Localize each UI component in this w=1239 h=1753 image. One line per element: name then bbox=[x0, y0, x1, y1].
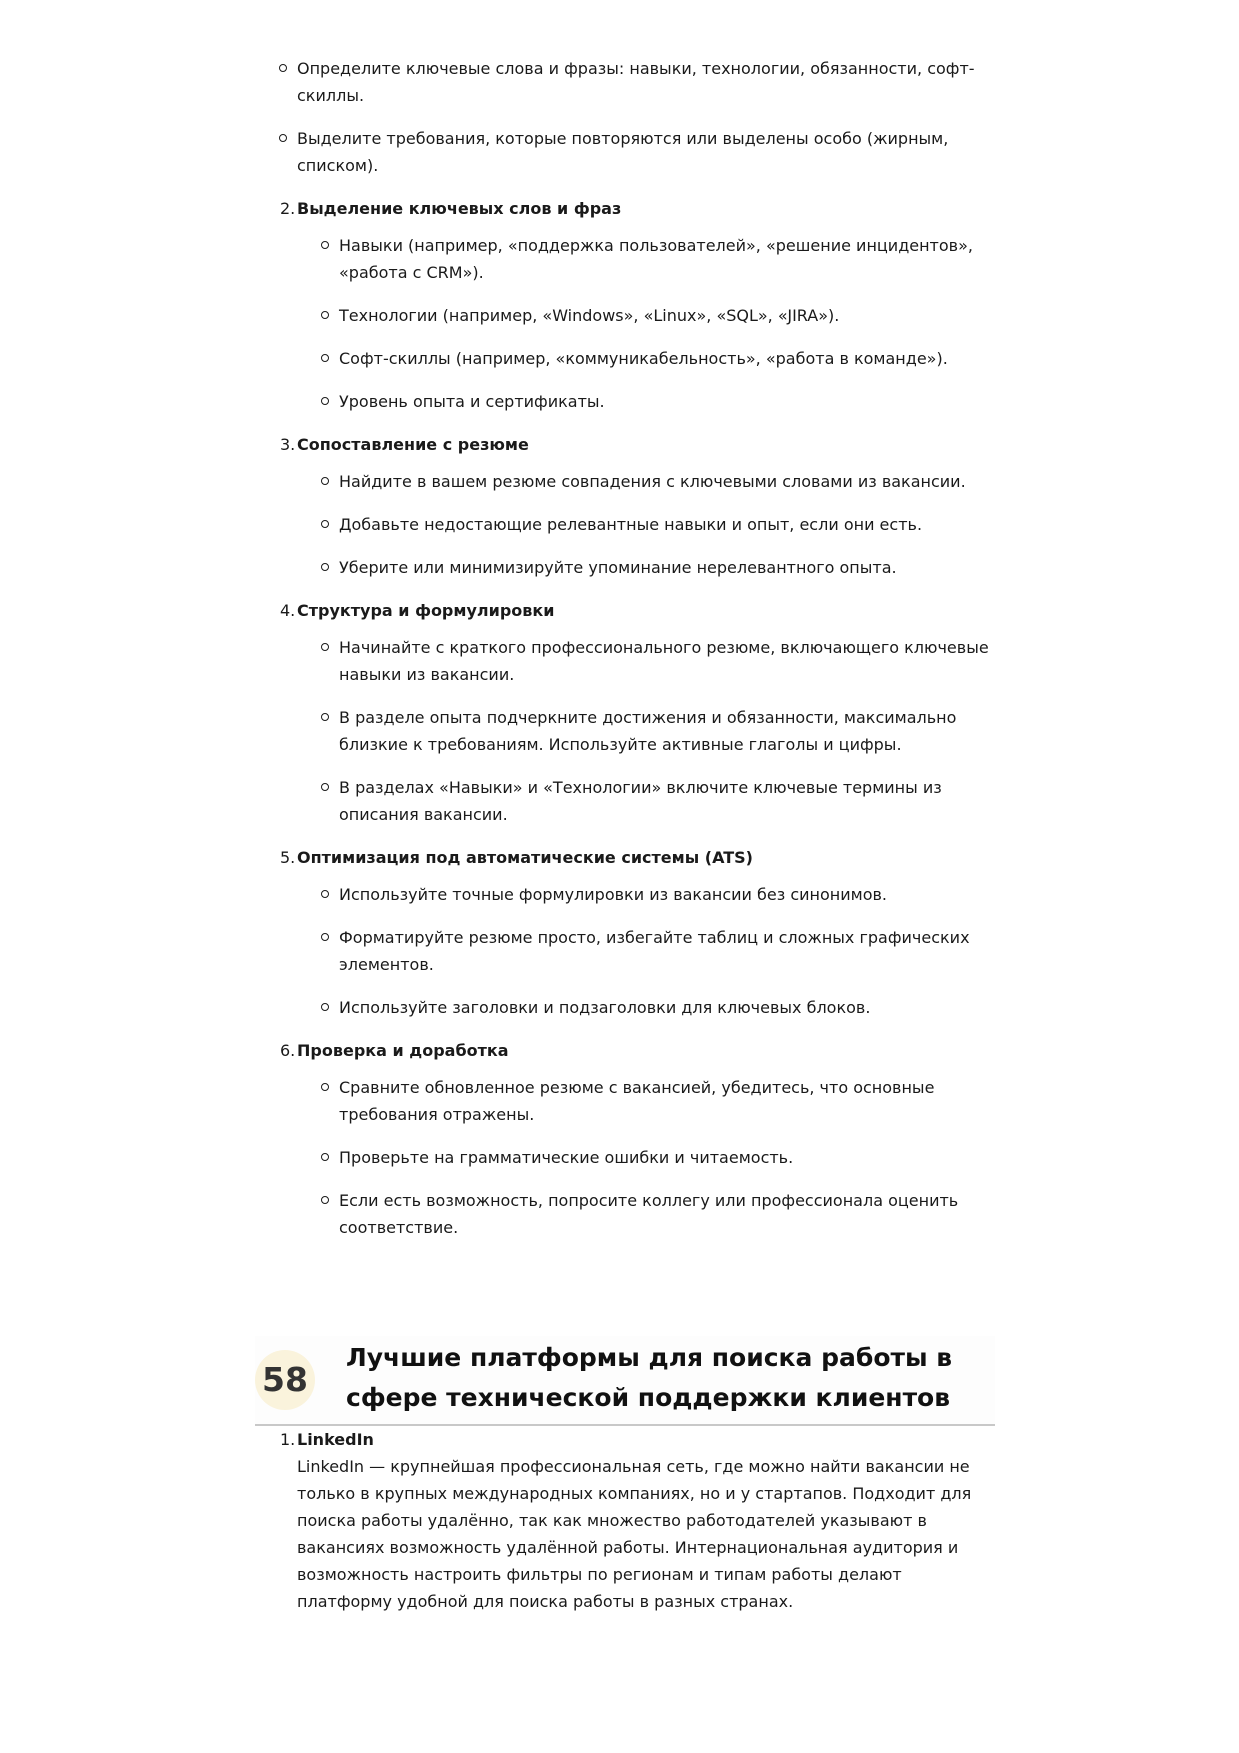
list-item-text: Если есть возможность, попросите коллегу или профессионала оценить соответствие. bbox=[339, 1191, 959, 1237]
circle-bullet-icon bbox=[321, 397, 329, 405]
circle-bullet-icon bbox=[321, 1083, 329, 1091]
platform-description: LinkedIn — крупнейшая профессиональная сеть, где можно найти вакансии не только в крупных международных компаниях, но и у стартапов. Подходит для поиска работы удалённо, так как множество работодателей указывают в вакансиях возможность удалённой работы. Интернациональная аудитория и возможность настроить фильтры по регионам и типам работы делают платформу удобной для поиска работы в разных странах. bbox=[297, 1457, 972, 1611]
intro-subitems bbox=[255, 55, 995, 179]
circle-bullet-icon bbox=[321, 354, 329, 362]
list-item bbox=[297, 1187, 995, 1241]
list-item bbox=[297, 1074, 995, 1128]
circle-bullet-icon bbox=[279, 64, 287, 72]
step-number: 3. bbox=[280, 435, 296, 454]
list-item bbox=[297, 345, 995, 372]
circle-bullet-icon bbox=[321, 890, 329, 898]
step-item bbox=[255, 431, 995, 581]
list-item bbox=[297, 232, 995, 286]
circle-bullet-icon bbox=[321, 311, 329, 319]
platforms-list bbox=[255, 1426, 995, 1615]
list-item bbox=[297, 388, 995, 415]
list-item bbox=[297, 881, 995, 908]
list-item-text: Сравните обновленное резюме с вакансией, убедитесь, что основные требования отражены. bbox=[339, 1078, 935, 1124]
circle-bullet-icon bbox=[321, 1196, 329, 1204]
circle-bullet-icon bbox=[321, 1003, 329, 1011]
list-item-text: Начинайте с краткого профессионального резюме, включающего ключевые навыки из вакансии. bbox=[339, 638, 989, 684]
step-title: Оптимизация под автоматические системы (ATS) bbox=[297, 848, 753, 867]
section-title: Лучшие платформы для поиска работы в сфере технической поддержки клиентов bbox=[346, 1343, 953, 1412]
step-subitems bbox=[297, 468, 995, 581]
section-header bbox=[255, 1336, 995, 1426]
section-number-badge: 58 bbox=[255, 1350, 315, 1410]
step-item bbox=[255, 844, 995, 1021]
steps-list bbox=[255, 195, 995, 1241]
list-item bbox=[297, 994, 995, 1021]
platform-item bbox=[255, 1426, 995, 1615]
step-number: 6. bbox=[280, 1041, 296, 1060]
list-item bbox=[297, 774, 995, 828]
step-item bbox=[255, 195, 995, 415]
step-title: Выделение ключевых слов и фраз bbox=[297, 199, 622, 218]
list-item bbox=[297, 634, 995, 688]
step-number: 4. bbox=[280, 601, 296, 620]
step-title: Сопоставление с резюме bbox=[297, 435, 529, 454]
list-item-text: Навыки (например, «поддержка пользователей», «решение инцидентов», «работа с CRM»). bbox=[339, 236, 973, 282]
list-item-text: Выделите требования, которые повторяются или выделены особо (жирным, списком). bbox=[297, 129, 949, 175]
list-item-text: Форматируйте резюме просто, избегайте таблиц и сложных графических элементов. bbox=[339, 928, 970, 974]
step-title: Структура и формулировки bbox=[297, 601, 555, 620]
list-item-text: Проверьте на грамматические ошибки и читаемость. bbox=[339, 1148, 794, 1167]
step-subitems bbox=[297, 1074, 995, 1241]
step-item bbox=[255, 597, 995, 828]
list-item bbox=[297, 554, 995, 581]
list-item bbox=[297, 511, 995, 538]
circle-bullet-icon bbox=[321, 783, 329, 791]
list-item bbox=[297, 1144, 995, 1171]
list-item-text: В разделах «Навыки» и «Технологии» включите ключевые термины из описания вакансии. bbox=[339, 778, 942, 824]
list-item bbox=[297, 302, 995, 329]
step-number: 2. bbox=[280, 199, 296, 218]
circle-bullet-icon bbox=[321, 563, 329, 571]
platform-name: LinkedIn bbox=[297, 1430, 374, 1449]
step-item bbox=[255, 1037, 995, 1241]
circle-bullet-icon bbox=[321, 477, 329, 485]
list-item-text: В разделе опыта подчеркните достижения и обязанности, максимально близкие к требованиям. Используйте активные глаголы и цифры. bbox=[339, 708, 957, 754]
list-item bbox=[297, 704, 995, 758]
list-item-text: Уберите или минимизируйте упоминание нерелевантного опыта. bbox=[339, 558, 897, 577]
document-content bbox=[255, 55, 995, 1625]
list-item-text: Найдите в вашем резюме совпадения с ключевыми словами из вакансии. bbox=[339, 472, 966, 491]
list-item-text: Используйте заголовки и подзаголовки для ключевых блоков. bbox=[339, 998, 871, 1017]
list-item bbox=[255, 125, 995, 179]
circle-bullet-icon bbox=[321, 520, 329, 528]
circle-bullet-icon bbox=[321, 241, 329, 249]
list-item-text: Определите ключевые слова и фразы: навыки, технологии, обязанности, софт-скиллы. bbox=[297, 59, 975, 105]
list-item bbox=[297, 924, 995, 978]
list-item-text: Технологии (например, «Windows», «Linux», «SQL», «JIRA»). bbox=[339, 306, 840, 325]
step-subitems bbox=[297, 232, 995, 415]
section-58 bbox=[255, 1336, 995, 1615]
step-subitems bbox=[297, 634, 995, 828]
step-subitems bbox=[297, 881, 995, 1021]
list-item-text: Софт-скиллы (например, «коммуникабельность», «работа в команде»). bbox=[339, 349, 948, 368]
circle-bullet-icon bbox=[321, 713, 329, 721]
list-item-text: Уровень опыта и сертификаты. bbox=[339, 392, 605, 411]
step-number: 5. bbox=[280, 848, 296, 867]
list-item-text: Добавьте недостающие релевантные навыки и опыт, если они есть. bbox=[339, 515, 923, 534]
platform-number: 1. bbox=[280, 1430, 296, 1449]
circle-bullet-icon bbox=[321, 1153, 329, 1161]
circle-bullet-icon bbox=[321, 643, 329, 651]
list-item bbox=[255, 55, 995, 109]
list-item bbox=[297, 468, 995, 495]
list-item-text: Используйте точные формулировки из вакансии без синонимов. bbox=[339, 885, 888, 904]
step-title: Проверка и доработка bbox=[297, 1041, 509, 1060]
circle-bullet-icon bbox=[321, 933, 329, 941]
circle-bullet-icon bbox=[279, 134, 287, 142]
